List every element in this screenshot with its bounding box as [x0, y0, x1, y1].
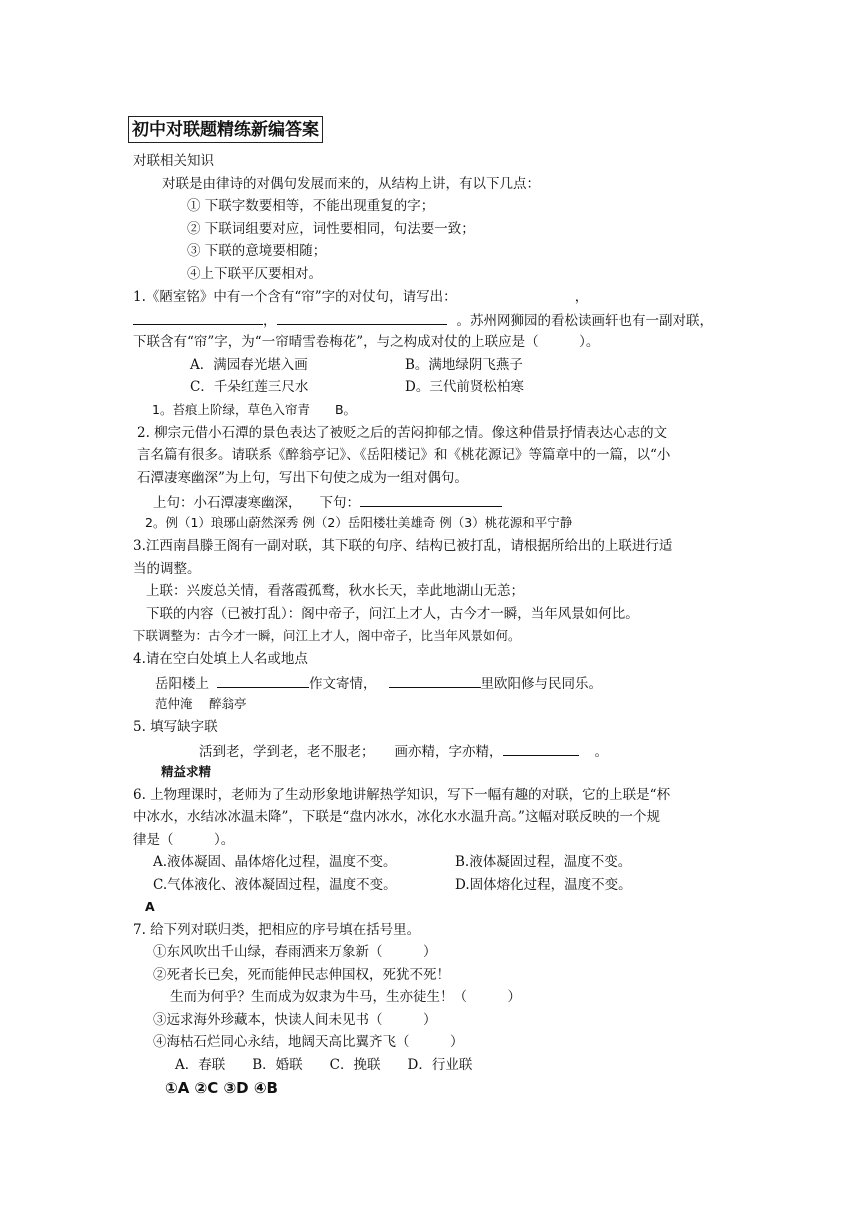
question-7-options: A．春联 B．婚联 C．挽联 D．行业联 — [175, 1057, 473, 1073]
answer-7: ①A ②C ③D ④B — [165, 1079, 278, 1097]
rule-point: ② 下联词组要对应，词性要相同，句法要一致； — [187, 221, 475, 237]
question-4-text: 岳阳楼上 作文寄情， 里欧阳修与民同乐。 — [155, 673, 602, 693]
question-7-heading: 7. 给下列对联归类，把相应的序号填在括号里。 — [133, 922, 421, 938]
question-3-upper: 上联：兴废总关情，看落霞孤鹜，秋水长天，幸此地湖山无恙； — [146, 583, 524, 599]
question-6-text: 6. 上物理课时，老师为了生动形象地讲解热学知识，写下一幅有趣的对联，它的上联是“杯 — [133, 787, 671, 803]
question-3-lower: 下联的内容（已被打乱）：阁中帝子，问江上才人，古今才一瞬，当年风景如何比。 — [146, 606, 639, 622]
question-3-text: 当的调整。 — [133, 561, 201, 577]
intro-lead: 对联是由律诗的对偶句发展而来的，从结构上讲，有以下几点： — [162, 176, 540, 192]
couplet-item: 生而为何乎？生而成为奴隶为牛马，生亦徒生！（ ） — [170, 989, 521, 1005]
option-d: D。三代前贤松柏寒 — [405, 379, 524, 395]
couplet-item: ④海枯石烂同心永结，地阔天高比翼齐飞（ ） — [153, 1034, 464, 1050]
question-5-heading: 5. 填写缺字联 — [133, 719, 218, 735]
rule-point: ① 下联字数要相等，不能出现重复的字； — [187, 198, 435, 214]
answer-blank[interactable] — [389, 673, 481, 688]
answer-6: A — [145, 899, 155, 914]
answer-1: 1。苔痕上阶绿，草色入帘青 B。 — [152, 402, 357, 417]
question-3-text: 3.江西南昌滕王阁有一副对联，其下联的句序、结构已被打乱，请根据所给出的上联进行适 — [133, 538, 673, 554]
answer-3: 下联调整为：古今才一瞬，问江上才人，阁中帝子，比当年风景如何。 — [133, 628, 521, 643]
answer-blank[interactable] — [133, 310, 263, 325]
question-2-text: 2. 柳宗元借小石潭的景色表达了被贬之后的苦闷抑郁之情。像这种借景抒情表达心志的文 — [137, 425, 668, 441]
section-heading: 对联相关知识 — [133, 153, 214, 169]
question-1-blanks: ， 。苏州网狮园的看松读画轩也有一副对联， — [133, 310, 713, 330]
rule-point: ④上下联平仄要相对。 — [187, 266, 322, 282]
answer-blank[interactable] — [503, 741, 579, 756]
option-c: C.气体液化、液体凝固过程，温度不变。 — [153, 877, 397, 893]
couplet-item: ①东风吹出千山绿，春雨洒来万象新（ ） — [153, 944, 437, 960]
answer-blank[interactable] — [360, 492, 502, 507]
answer-blank[interactable] — [217, 673, 309, 688]
answer-blank[interactable] — [277, 310, 447, 325]
question-2-text: 言名篇有很多。请联系《醉翁亭记》、《岳阳楼记》和《桃花源记》等篇章中的一篇，以“小 — [137, 447, 671, 463]
option-d: D.固体熔化过程，温度不变。 — [455, 877, 632, 893]
answer-4: 范仲淹 醉翁亭 — [155, 696, 247, 711]
question-1-text: 1.《陋室铭》中有一个含有“帘”字的对仗句，请写出： ， — [133, 289, 589, 305]
answer-2: 2。例（1）琅琊山蔚然深秀 例（2）岳阳楼壮美雄奇 例（3）桃花源和平宁静 — [145, 515, 573, 530]
question-5-text: 活到老，学到老，老不服老； 画亦精，字亦精， 。 — [199, 741, 608, 761]
answer-5: 精益求精 — [161, 764, 212, 779]
couplet-item: ②死者长已矣，死而能伸民志伸国权，死犹不死！ — [153, 967, 450, 983]
option-b: B.液体凝固过程，温度不变。 — [455, 854, 632, 870]
rule-point: ③ 下联的意境要相随； — [187, 243, 327, 259]
question-1-text: 下联含有“帘”字，为“一帘晴雪卷梅花”，与之构成对仗的上联应是（ ）。 — [133, 334, 600, 350]
option-b: B。满地绿阴飞燕子 — [405, 357, 523, 373]
question-6-text: 中冰水，水结冰冰温未降”，下联是“盘内冰水，冰化水水温升高。”这幅对联反映的一个规 — [133, 809, 660, 825]
couplet-item: ③远求海外珍藏本，快读人间未见书（ ） — [153, 1012, 437, 1028]
option-a: A．满园春光堪入画 — [190, 357, 308, 373]
question-2-couplet: 上句：小石潭凄寒幽深， 下句： — [153, 492, 502, 512]
question-2-text: 石潭凄寒幽深”为上句，写出下句使之成为一组对偶句。 — [137, 470, 468, 486]
question-6-text: 律是（ ）。 — [133, 832, 235, 848]
document-title: 初中对联题精练新编答案 — [128, 116, 323, 143]
option-c: C．千朵红莲三尺水 — [190, 379, 309, 395]
question-4-heading: 4.请在空白处填上人名或地点 — [133, 651, 308, 667]
option-a: A.液体凝固、晶体熔化过程，温度不变。 — [153, 854, 397, 870]
